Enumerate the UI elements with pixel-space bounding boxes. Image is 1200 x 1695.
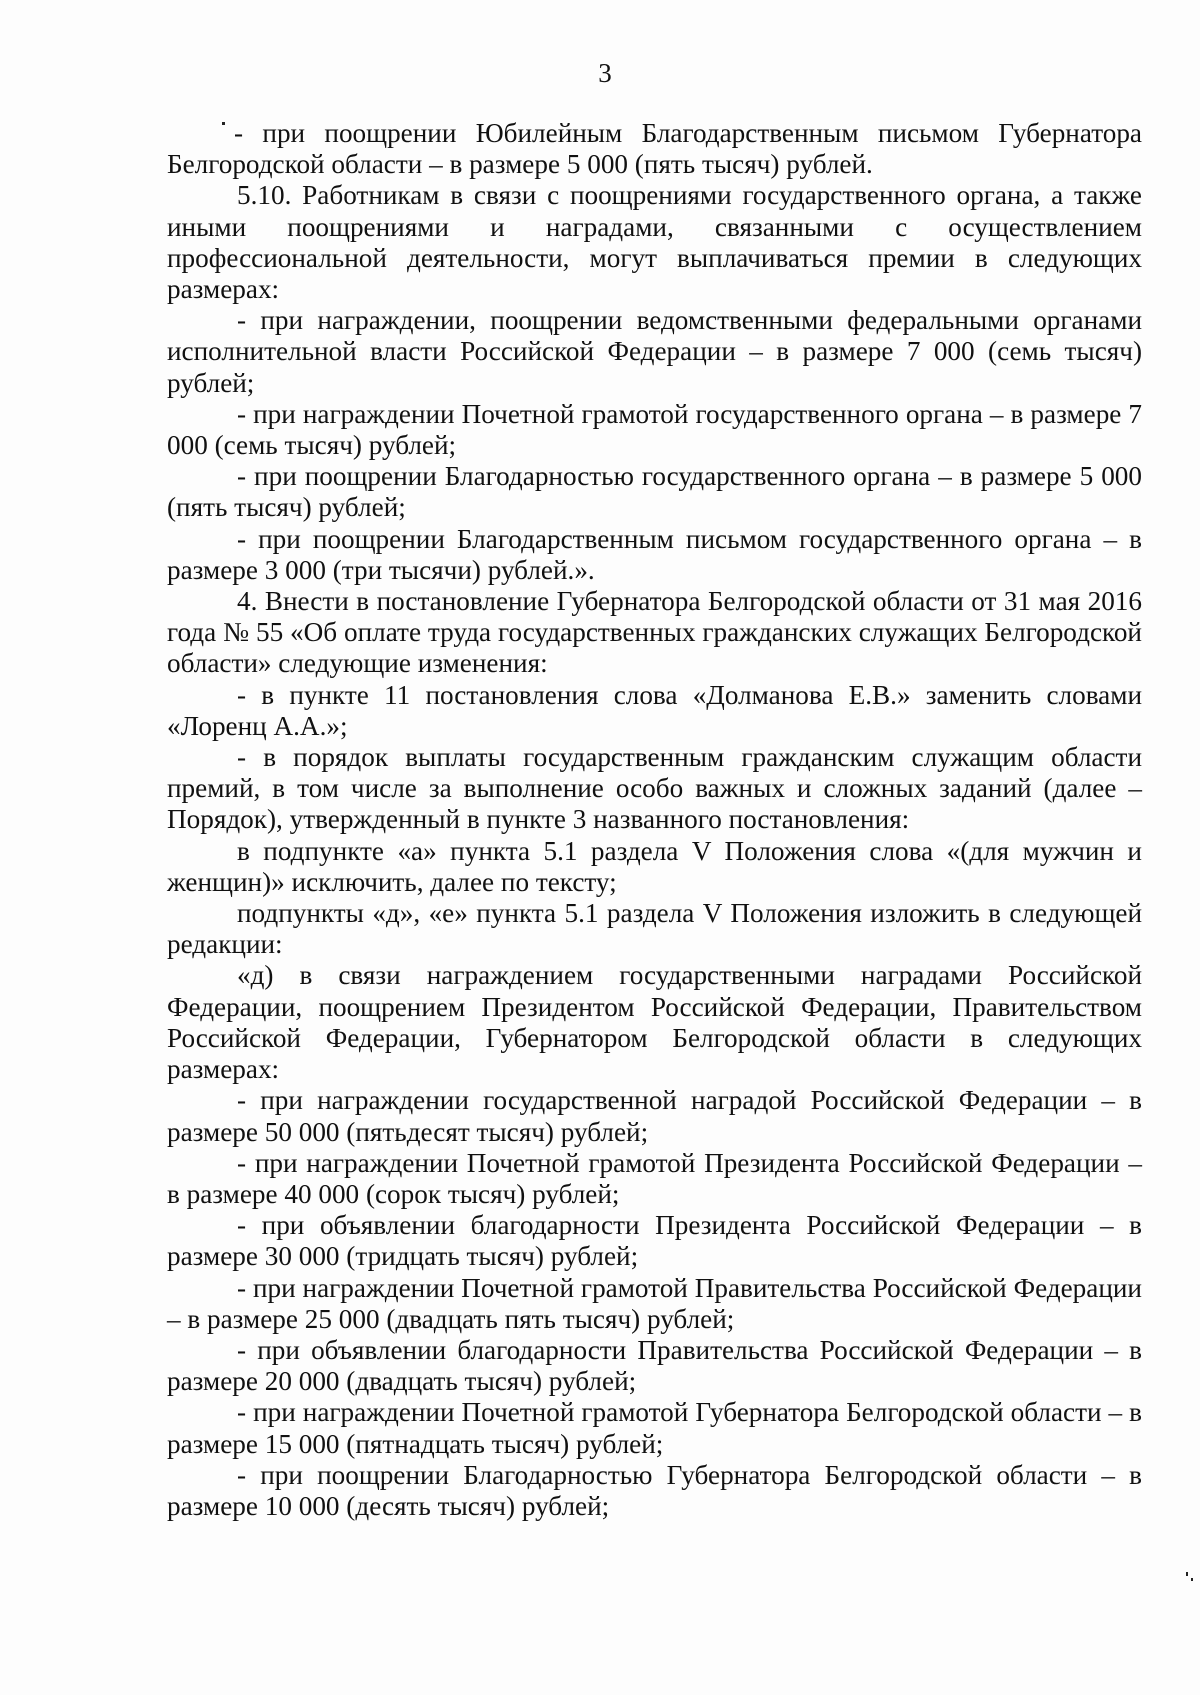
paragraph: - при объявлении благодарности Правительства Российской Федерации – в размере 20 000 (двадцать тысяч) рублей; [167,1334,1142,1397]
paragraph: - при награждении Почетной грамотой Президента Российской Федерации – в размере 40 000 (сорок тысяч) рублей; [167,1147,1142,1209]
scan-speck [222,122,225,125]
paragraph: - при поощрении Благодарностью Губернатора Белгородской области – в размере 10 000 (десять тысяч) рублей; [167,1459,1142,1521]
paragraph: - при награждении Почетной грамотой Правительства Российской Федерации – в размере 25 000 (двадцать пять тысяч) рублей; [167,1272,1142,1334]
page-number: 3 [598,58,612,88]
paragraph: 4. Внести в постановление Губернатора Белгородской области от 31 мая 2016 года № 55 «Об оплате труда государственных гражданских служащих Белгородской области» следующие изменения: [167,586,1142,679]
paragraph: - в пункте 11 постановления слова «Долманова Е.В.» заменить словами «Лоренц А.А.»; [167,679,1142,741]
paragraph: - при поощрении Благодарностью государственного органа – в размере 5 000 (пять тысяч) рублей; [167,461,1142,523]
paragraph: - при поощрении Благодарственным письмом государственного органа – в размере 3 000 (три тысячи) рублей.». [167,523,1142,585]
scan-speck [1191,1578,1193,1581]
paragraph: - при награждении, поощрении ведомственными федеральными органами исполнительной власти Российской Федерации – в размере 7 000 (семь тысяч) рублей; [167,305,1142,398]
scan-speck [1186,1572,1188,1576]
paragraph: в подпункте «а» пункта 5.1 раздела V Положения слова «(для мужчин и женщин)» исключить, далее по тексту; [167,835,1142,897]
paragraph: - при объявлении благодарности Президента Российской Федерации – в размере 30 000 (тридцать тысяч) рублей; [167,1210,1142,1272]
paragraph: - при поощрении Юбилейным Благодарственным письмом Губернатора Белгородской области – в размере 5 000 (пять тысяч) рублей. [167,118,1142,180]
paragraph: - при награждении Почетной грамотой государственного органа – в размере 7 000 (семь тысяч) рублей; [167,398,1142,461]
paragraph: - при награждении государственной наградой Российской Федерации – в размере 50 000 (пятьдесят тысяч) рублей; [167,1085,1142,1147]
paragraph: - при награждении Почетной грамотой Губернатора Белгородской области – в размере 15 000 (пятнадцать тысяч) рублей; [167,1397,1142,1459]
paragraph: «д) в связи награждением государственными наградами Российской Федерации, поощрением Президентом Российской Федерации, Правительством Российской Федерации, Губернатором Белгородской области в следующих размерах: [167,960,1142,1085]
paragraph: - в порядок выплаты государственным гражданским служащим области премий, в том числе за выполнение особо важных и сложных заданий (далее – Порядок), утвержденный в пункте 3 названного постановления: [167,742,1142,835]
document-body [167,118,1142,1522]
paragraph: подпункты «д», «е» пункта 5.1 раздела V Положения изложить в следующей редакции: [167,898,1142,960]
paragraph: 5.10. Работникам в связи с поощрениями государственного органа, а также иными поощрениями и наградами, связанными с осуществлением профессиональной деятельности, могут выплачиваться премии в следующих размерах: [167,180,1142,305]
